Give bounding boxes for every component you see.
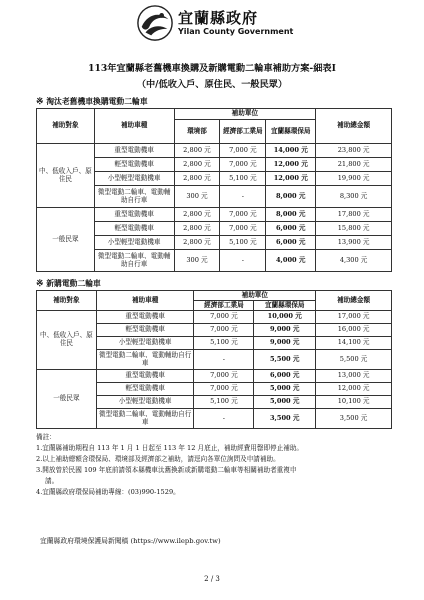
note-item: 2.以上補助總額含環保局、環境部及經濟部之補助，請逕向各單位詢問及申請補助。: [36, 455, 280, 463]
section2-title: 新購電動二輪車: [46, 279, 101, 288]
moea-cell: -: [194, 350, 254, 370]
epa-cell: 2,800 元: [174, 222, 220, 236]
document-title: 113年宜蘭縣老舊機車換購及新購電動二輪車補助方案-細表Ⅰ: [88, 63, 336, 74]
moea-cell: 7,000 元: [220, 208, 266, 222]
header-total: 補助總金額: [316, 291, 392, 311]
table-row: [37, 311, 392, 324]
total-cell: 13,000 元: [316, 370, 392, 383]
total-cell: 19,900 元: [316, 172, 392, 186]
yilan-cell: 8,000 元: [266, 208, 316, 222]
header-unit: 補助單位: [194, 291, 316, 301]
yilan-cell: 12,000 元: [266, 172, 316, 186]
epa-cell: 2,800 元: [174, 144, 220, 158]
yilan-cell: 9,000 元: [254, 337, 316, 350]
table-row: [37, 208, 392, 222]
total-cell: 15,800 元: [316, 222, 392, 236]
page-number: 2 / 3: [204, 575, 220, 583]
total-cell: 16,000 元: [316, 324, 392, 337]
epa-cell: 300 元: [174, 186, 220, 208]
vehicle-cell: 小型輕型電動機車: [94, 236, 174, 250]
epa-cell: 2,800 元: [174, 236, 220, 250]
table-row: [37, 144, 392, 158]
moea-cell: -: [194, 409, 254, 429]
total-cell: 10,100 元: [316, 396, 392, 409]
yilan-cell: 5,000 元: [254, 396, 316, 409]
vehicle-cell: 重型電動機車: [94, 144, 174, 158]
header-moea: 經濟部工業局: [220, 120, 266, 144]
total-cell: 14,100 元: [316, 337, 392, 350]
total-cell: 17,000 元: [316, 311, 392, 324]
yilan-cell: 14,000 元: [266, 144, 316, 158]
header-target: 補助對象: [37, 109, 95, 144]
vehicle-cell: 微型電動二輪車、電動輔助自行車: [94, 250, 174, 272]
epa-cell: 300 元: [174, 250, 220, 272]
vehicle-cell: 輕型電動機車: [94, 158, 174, 172]
vehicle-cell: 微型電動二輪車、電動輔助自行車: [96, 409, 194, 429]
header-epa: 環境部: [174, 120, 220, 144]
vehicle-cell: 輕型電動機車: [96, 383, 194, 396]
header-vehicle: 補助車種: [94, 109, 174, 144]
moea-cell: 5,100 元: [194, 396, 254, 409]
total-cell: 3,500 元: [316, 409, 392, 429]
vehicle-cell: 重型電動機車: [94, 208, 174, 222]
header-vehicle: 補助車種: [96, 291, 194, 311]
notes-label: 備註：: [36, 433, 56, 441]
moea-cell: 5,100 元: [194, 337, 254, 350]
org-name-english: Yilan County Government: [178, 27, 294, 36]
vehicle-cell: 輕型電動機車: [94, 222, 174, 236]
epa-cell: 2,800 元: [174, 172, 220, 186]
yilan-cell: 10,000 元: [254, 311, 316, 324]
yilan-cell: 6,000 元: [266, 222, 316, 236]
moea-cell: 7,000 元: [220, 158, 266, 172]
reference-mark-icon: ※: [36, 97, 44, 107]
note-item: 4.宜蘭縣政府環保局補助專線：(03)990-1529。: [36, 488, 180, 496]
vehicle-cell: 重型電動機車: [96, 311, 194, 324]
yilan-cell: 3,500 元: [254, 409, 316, 429]
yilan-cell: 6,000 元: [254, 370, 316, 383]
note-item: 1.宜蘭縣補助期程自 113 年 1 月 1 日起至 113 年 12 月底止，補助經費用罄即停止補助。: [36, 444, 304, 452]
header-unit: 補助單位: [174, 109, 316, 120]
vehicle-cell: 小型輕型電動機車: [96, 396, 194, 409]
total-cell: 12,000 元: [316, 383, 392, 396]
total-cell: 21,800 元: [316, 158, 392, 172]
yilan-cell: 12,000 元: [266, 158, 316, 172]
yilan-cell: 9,000 元: [254, 324, 316, 337]
note-item: 請。: [45, 477, 59, 485]
total-cell: 17,800 元: [316, 208, 392, 222]
section1-title: 淘汰老舊機車換購電動二輪車: [46, 97, 148, 106]
yilan-cell: 8,000 元: [266, 186, 316, 208]
yilan-cell: 5,500 元: [254, 350, 316, 370]
vehicle-cell: 重型電動機車: [96, 370, 194, 383]
moea-cell: 7,000 元: [194, 370, 254, 383]
moea-cell: -: [220, 250, 266, 272]
yilan-county-logo: [136, 4, 174, 42]
moea-cell: 7,000 元: [194, 383, 254, 396]
yilan-cell: 5,000 元: [254, 383, 316, 396]
yilan-cell: 6,000 元: [266, 236, 316, 250]
notes-section: [36, 432, 396, 498]
header-moea: 經濟部工業局: [194, 301, 254, 311]
vehicle-cell: 輕型電動機車: [96, 324, 194, 337]
subsidy-table-replacement: [36, 108, 392, 272]
total-cell: 13,900 元: [316, 236, 392, 250]
document-subtitle: （中/低收入戶、原住民、一般民眾）: [136, 79, 288, 90]
vehicle-cell: 微型電動二輪車、電動輔助自行車: [94, 186, 174, 208]
moea-cell: 5,100 元: [220, 172, 266, 186]
vehicle-cell: 小型輕型電動機車: [94, 172, 174, 186]
note-item: 3.開放曾於民國 109 年底前請領本縣機車汰舊換新或新購電動二輪車等相關補助者重複申: [36, 466, 297, 474]
table-row: [37, 370, 392, 383]
moea-cell: 7,000 元: [220, 222, 266, 236]
epa-cell: 2,800 元: [174, 208, 220, 222]
org-name-chinese: 宜蘭縣政府: [178, 9, 259, 27]
moea-cell: 5,100 元: [220, 236, 266, 250]
header-total: 補助總金額: [316, 109, 392, 144]
epa-cell: 2,800 元: [174, 158, 220, 172]
footer-source: 宜蘭縣政府環境保護局新聞稿 (https://www.ilepb.gov.tw): [40, 537, 221, 545]
target-cell: 一般民眾: [37, 208, 95, 272]
section2-heading: [36, 278, 101, 289]
section1-heading: [36, 96, 148, 107]
moea-cell: 7,000 元: [194, 311, 254, 324]
total-cell: 5,500 元: [316, 350, 392, 370]
total-cell: 8,300 元: [316, 186, 392, 208]
target-cell: 中、低收入戶、原住民: [37, 144, 95, 208]
target-cell: 中、低收入戶、原住民: [37, 311, 97, 370]
moea-cell: -: [220, 186, 266, 208]
moea-cell: 7,000 元: [194, 324, 254, 337]
vehicle-cell: 小型輕型電動機車: [96, 337, 194, 350]
total-cell: 23,800 元: [316, 144, 392, 158]
header-yilan: 宜蘭縣環保局: [266, 120, 316, 144]
header-target: 補助對象: [37, 291, 97, 311]
moea-cell: 7,000 元: [220, 144, 266, 158]
total-cell: 4,300 元: [316, 250, 392, 272]
target-cell: 一般民眾: [37, 370, 97, 429]
yilan-cell: 4,000 元: [266, 250, 316, 272]
vehicle-cell: 微型電動二輪車、電動輔助自行車: [96, 350, 194, 370]
reference-mark-icon: ※: [36, 279, 44, 289]
subsidy-table-new-purchase: [36, 290, 392, 429]
header-yilan: 宜蘭縣環保局: [254, 301, 316, 311]
